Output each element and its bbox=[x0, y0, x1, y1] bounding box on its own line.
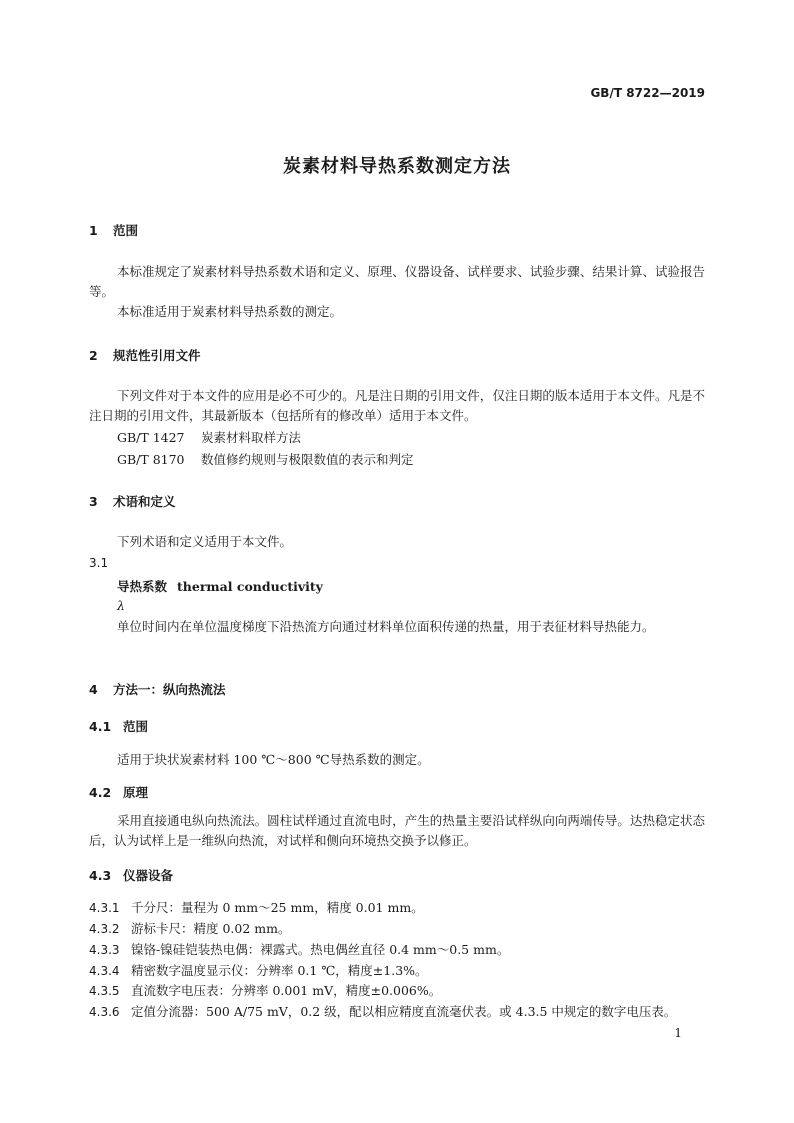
item-number: 4.3.4 bbox=[89, 964, 120, 978]
item-text: 直流数字电压表：分辨率 0.001 mV，精度±0.006%。 bbox=[131, 983, 442, 998]
item-number: 4.3.2 bbox=[89, 922, 120, 936]
subsection-4-1-heading bbox=[89, 717, 148, 735]
document-title: 炭素材料导热系数测定方法 bbox=[283, 156, 511, 177]
section-title: 方法一：纵向热流法 bbox=[113, 682, 226, 697]
item-number: 4.3.5 bbox=[89, 984, 120, 998]
subsection-number: 4.3 bbox=[89, 868, 112, 883]
equipment-item bbox=[89, 898, 424, 916]
item-text: 镍铬-镍硅铠装热电偶：裸露式。热电偶丝直径 0.4 mm～0.5 mm。 bbox=[131, 942, 510, 957]
subsection-4-3-heading bbox=[89, 866, 173, 884]
equipment-item bbox=[89, 919, 291, 937]
item-number: 4.3.3 bbox=[89, 943, 120, 957]
equipment-item bbox=[89, 1002, 676, 1020]
subsection-number: 4.1 bbox=[89, 719, 112, 734]
item-text: 游标卡尺：精度 0.02 mm。 bbox=[131, 921, 291, 936]
normative-reference-2 bbox=[117, 450, 414, 468]
reference-title: 数值修约规则与极限数值的表示和判定 bbox=[201, 452, 414, 467]
equipment-item bbox=[89, 961, 428, 979]
document-code: GB/T 8722—2019 bbox=[590, 86, 705, 100]
section-number: 4 bbox=[89, 682, 98, 697]
subsection-4-2-text: 采用直接通电纵向热流法。圆柱试样通过直流电时，产生的热量主要沿试样纵向向两端传导。达热稳定状态后，认为试样上是一维纵向热流，对试样和侧向环境热交换予以修正。 bbox=[89, 813, 705, 848]
item-text: 千分尺：量程为 0 mm～25 mm，精度 0.01 mm。 bbox=[131, 900, 424, 915]
term-english: thermal conductivity bbox=[177, 579, 323, 594]
section-2-heading bbox=[89, 346, 201, 364]
subsection-title: 原理 bbox=[123, 785, 149, 800]
reference-code: GB/T 1427 bbox=[117, 430, 185, 445]
normative-reference-1 bbox=[117, 428, 301, 446]
item-number: 4.3.6 bbox=[89, 1005, 120, 1019]
section-number: 2 bbox=[89, 348, 98, 363]
section-title: 规范性引用文件 bbox=[113, 348, 201, 363]
subsection-title: 范围 bbox=[123, 719, 149, 734]
equipment-item bbox=[89, 940, 509, 958]
item-text: 定值分流器：500 A/75 mV，0.2 级，配以相应精度直流毫伏表。或 4.3.5 中规定的数字电压表。 bbox=[131, 1004, 677, 1019]
subsection-title: 仪器设备 bbox=[123, 868, 174, 883]
equipment-item bbox=[89, 981, 441, 999]
section-3-paragraph-1: 下列术语和定义适用于本文件。 bbox=[117, 534, 293, 549]
term-symbol: λ bbox=[117, 598, 125, 613]
section-1-paragraph-1: 本标准规定了炭素材料导热系数术语和定义、原理、仪器设备、试样要求、试验步骤、结果计算、试验报告等。 bbox=[89, 264, 705, 299]
subsection-4-2-heading bbox=[89, 783, 148, 801]
item-number: 4.3.1 bbox=[89, 901, 120, 915]
section-1-paragraph-2: 本标准适用于炭素材料导热系数的测定。 bbox=[117, 304, 343, 319]
section-number: 1 bbox=[89, 223, 98, 238]
term-definition: 单位时间内在单位温度梯度下沿热流方向通过材料单位面积传递的热量，用于表征材料导热能力。 bbox=[117, 619, 655, 634]
section-2-paragraph-1: 下列文件对于本文件的应用是必不可少的。凡是注日期的引用文件，仅注日期的版本适用于本文件。凡是不注日期的引用文件，其最新版本（包括所有的修改单）适用于本文件。 bbox=[89, 388, 705, 423]
subsection-number: 4.2 bbox=[89, 785, 112, 800]
subsection-4-1-text: 适用于块状炭素材料 100 ℃～800 ℃导热系数的测定。 bbox=[117, 752, 430, 767]
section-3-heading bbox=[89, 492, 176, 510]
term-entry bbox=[117, 577, 323, 595]
section-title: 术语和定义 bbox=[113, 494, 176, 509]
reference-title: 炭素材料取样方法 bbox=[201, 430, 302, 445]
term-chinese: 导热系数 bbox=[117, 579, 168, 594]
page-number: 1 bbox=[674, 1026, 682, 1040]
section-number: 3 bbox=[89, 494, 98, 509]
term-number: 3.1 bbox=[89, 556, 109, 570]
section-1-heading bbox=[89, 221, 138, 239]
reference-code: GB/T 8170 bbox=[117, 452, 185, 467]
section-title: 范围 bbox=[113, 223, 139, 238]
item-text: 精密数字温度显示仪：分辨率 0.1 ℃，精度±1.3%。 bbox=[131, 963, 428, 978]
section-4-heading bbox=[89, 680, 226, 698]
